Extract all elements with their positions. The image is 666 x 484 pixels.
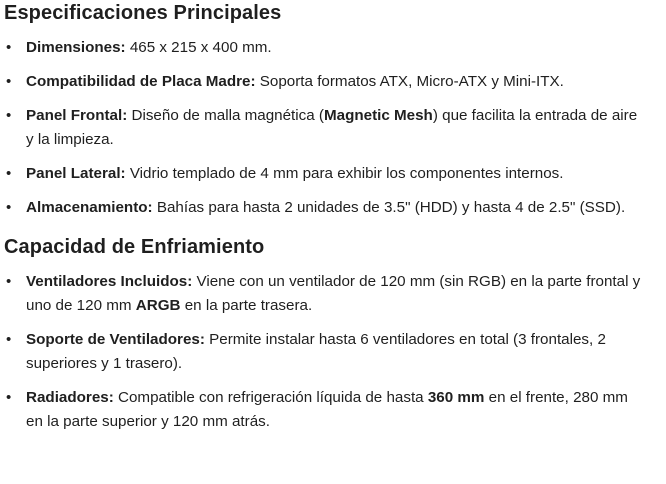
list-item — [4, 70, 646, 94]
item-text: Bahías para hasta 2 unidades de 3.5" (HDD) y hasta 4 de 2.5" (SSD). — [152, 199, 626, 216]
item-text: Compatible con refrigeración líquida de hasta — [113, 389, 428, 406]
item-label: Almacenamiento: — [26, 199, 153, 216]
list-item — [4, 328, 646, 376]
item-text: Permite instalar hasta 6 ventiladores en total (3 frontales, 2 superiores y 1 trasero). — [26, 331, 606, 372]
item-text: 465 x 215 x 400 mm. — [125, 39, 272, 56]
bullet-icon: • — [6, 165, 12, 182]
item-text: Viene con un ventilador de 120 mm (sin RGB) en la parte frontal y uno de 120 mm — [26, 273, 641, 314]
list-item — [4, 162, 646, 186]
section-heading: Capacidad de Enfriamiento — [4, 236, 265, 258]
item-label: Dimensiones: — [26, 39, 126, 56]
item-bold-text: Magnetic Mesh — [323, 107, 433, 124]
item-text: Diseño de malla magnética ( — [127, 107, 324, 124]
item-label: Compatibilidad de Placa Madre: — [26, 73, 256, 90]
section-heading: Especificaciones Principales — [4, 2, 282, 24]
cooling-section — [4, 234, 666, 434]
bullet-icon: • — [6, 273, 12, 290]
specs-section — [4, 0, 666, 220]
item-text: en el frente, 280 mm en la parte superior y 120 mm atrás. — [26, 389, 628, 430]
bullet-icon: • — [6, 331, 12, 348]
bullet-icon: • — [6, 39, 12, 56]
item-label: Panel Lateral: — [26, 165, 126, 182]
list-item — [4, 386, 646, 434]
item-text: ) que facilita la entrada de aire y la limpieza. — [26, 107, 638, 148]
item-label: Ventiladores Incluidos: — [26, 273, 193, 290]
item-text: Soporta formatos ATX, Micro-ATX y Mini-ITX. — [255, 73, 564, 90]
item-text: Vidrio templado de 4 mm para exhibir los componentes internos. — [125, 165, 564, 182]
bullet-icon: • — [6, 199, 12, 216]
item-text: en la parte trasera. — [180, 297, 313, 314]
list-item — [4, 196, 646, 220]
specs-list — [4, 36, 666, 220]
item-label: Radiadores: — [26, 389, 114, 406]
bullet-icon: • — [6, 107, 12, 124]
list-item — [4, 36, 646, 60]
item-label: Soporte de Ventiladores: — [26, 331, 205, 348]
item-bold-text: 360 mm — [427, 389, 485, 406]
list-item — [4, 270, 646, 318]
bullet-icon: • — [6, 73, 12, 90]
bullet-icon: • — [6, 389, 12, 406]
item-bold-text: ARGB — [135, 297, 181, 314]
list-item — [4, 104, 646, 152]
item-label: Panel Frontal: — [26, 107, 128, 124]
cooling-list — [4, 270, 666, 434]
